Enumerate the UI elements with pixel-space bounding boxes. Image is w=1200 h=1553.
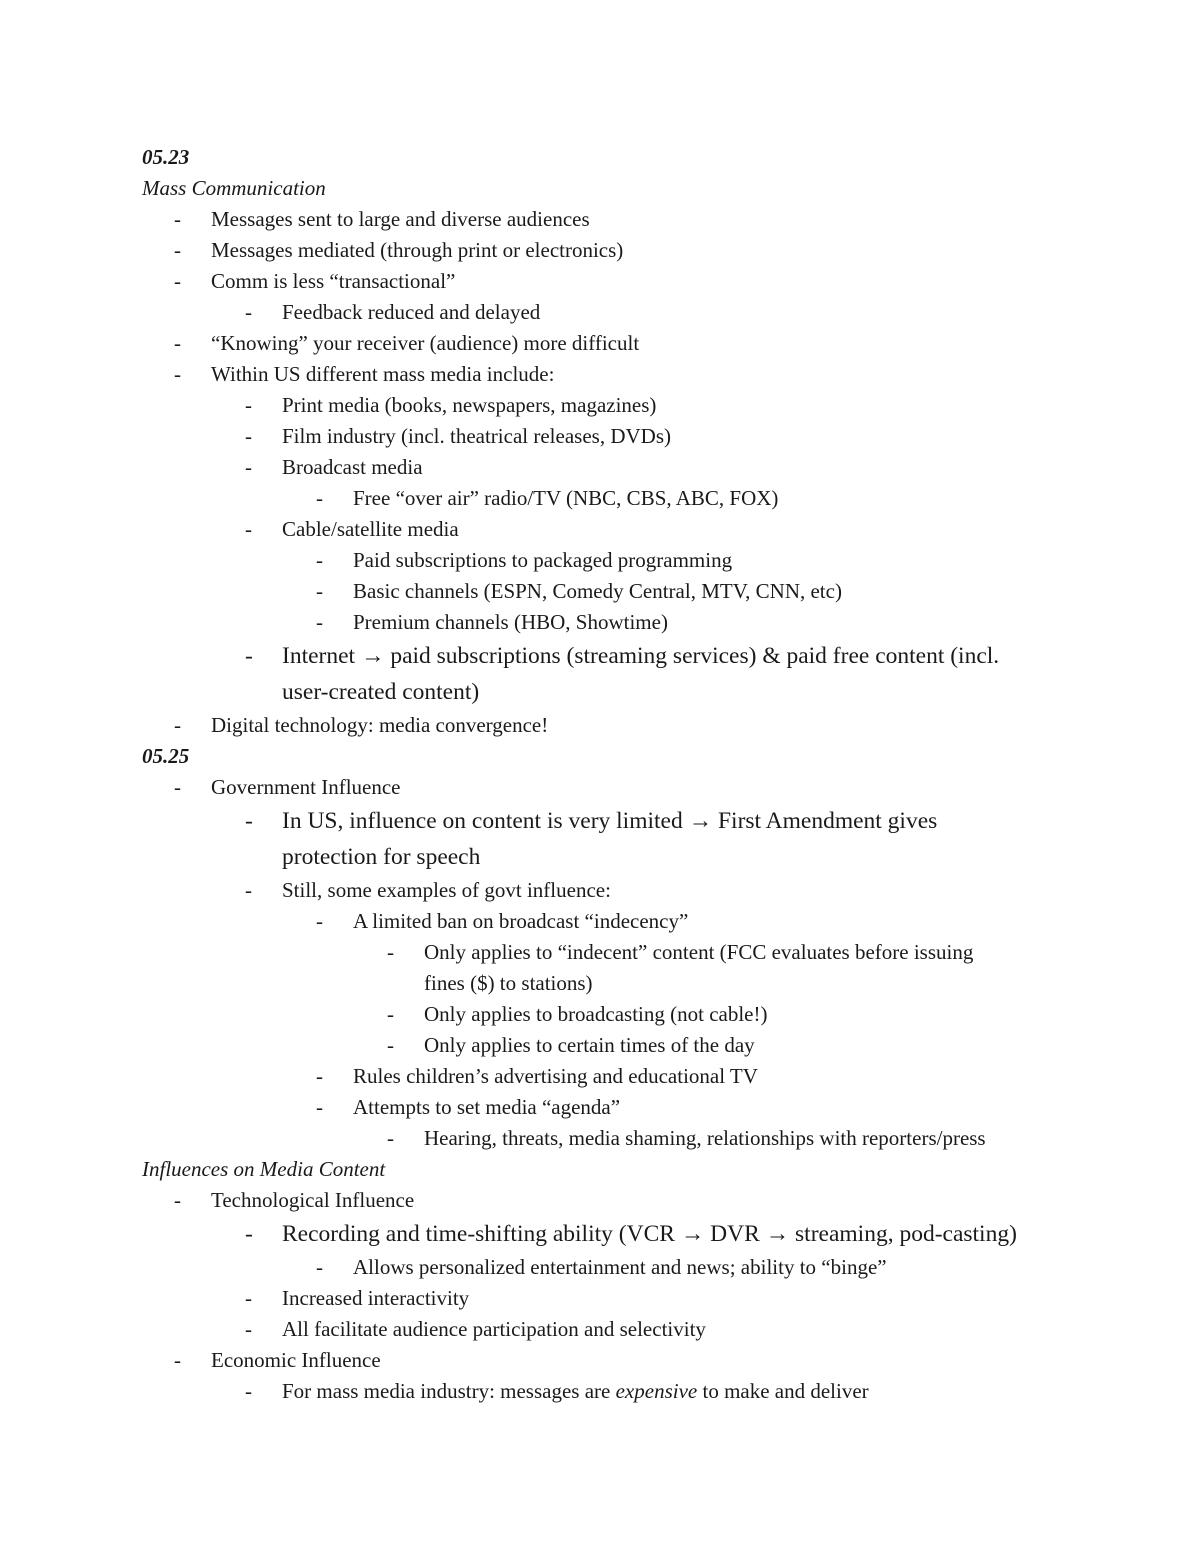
list-item: - Premium channels (HBO, Showtime) <box>316 610 668 634</box>
emphasis-text: expensive <box>615 1379 698 1403</box>
list-item: - Government Influence <box>174 775 401 799</box>
list-item: - Film industry (incl. theatrical releases, DVDs) <box>245 424 671 448</box>
list-item: - Internet → paid subscriptions (streaming services) & paid free content (incl. <box>245 643 1000 669</box>
notes-body <box>142 142 1142 1407</box>
list-item: - All facilitate audience participation and selectivity <box>245 1317 706 1341</box>
list-item: - Hearing, threats, media shaming, relationships with reporters/press <box>387 1126 986 1150</box>
list-item: - Basic channels (ESPN, Comedy Central, MTV, CNN, etc) <box>316 579 842 603</box>
list-item-continuation: user-created content) <box>282 679 480 705</box>
list-item: - Print media (books, newspapers, magazines) <box>245 393 657 417</box>
list-item: - Increased interactivity <box>245 1286 470 1310</box>
list-item: - For mass media industry: messages are expensive to make and deliver <box>245 1379 869 1403</box>
list-item: - Cable/satellite media <box>245 517 459 541</box>
list-item: - Allows personalized entertainment and news; ability to “binge” <box>316 1255 887 1279</box>
list-item: - Digital technology: media convergence! <box>174 713 549 737</box>
list-item: - “Knowing” your receiver (audience) more difficult <box>174 331 640 355</box>
list-item: - Broadcast media <box>245 455 423 479</box>
list-item: - Messages sent to large and diverse audiences <box>174 207 590 231</box>
list-item: - Rules children’s advertising and educational TV <box>316 1064 758 1088</box>
list-item-continuation: fines ($) to stations) <box>424 971 593 995</box>
date-heading: 05.25 <box>142 744 190 768</box>
date-heading: 05.23 <box>142 145 190 169</box>
list-item: - Attempts to set media “agenda” <box>316 1095 621 1119</box>
section-heading: Influences on Media Content <box>142 1157 386 1181</box>
list-item: - Economic Influence <box>174 1348 381 1372</box>
list-item: - Recording and time-shifting ability (VCR → DVR → streaming, pod-casting) <box>245 1221 1017 1247</box>
list-item: - Only applies to certain times of the day <box>387 1033 755 1057</box>
list-item: - Comm is less “transactional” <box>174 269 456 293</box>
list-item: - Messages mediated (through print or electronics) <box>174 238 624 262</box>
list-item: - Paid subscriptions to packaged programming <box>316 548 733 572</box>
list-item: - Free “over air” radio/TV (NBC, CBS, ABC, FOX) <box>316 486 779 510</box>
list-item: - In US, influence on content is very limited → First Amendment gives <box>245 808 938 834</box>
list-item: - A limited ban on broadcast “indecency” <box>316 909 689 933</box>
list-item: - Within US different mass media include: <box>174 362 555 386</box>
list-item: - Still, some examples of govt influence: <box>245 878 611 902</box>
list-item: - Only applies to “indecent” content (FCC evaluates before issuing <box>387 940 974 964</box>
list-item-continuation: protection for speech <box>282 844 481 870</box>
section-heading: Mass Communication <box>142 176 326 200</box>
list-item: - Only applies to broadcasting (not cable!) <box>387 1002 768 1026</box>
list-item: - Feedback reduced and delayed <box>245 300 541 324</box>
list-item: - Technological Influence <box>174 1188 415 1212</box>
